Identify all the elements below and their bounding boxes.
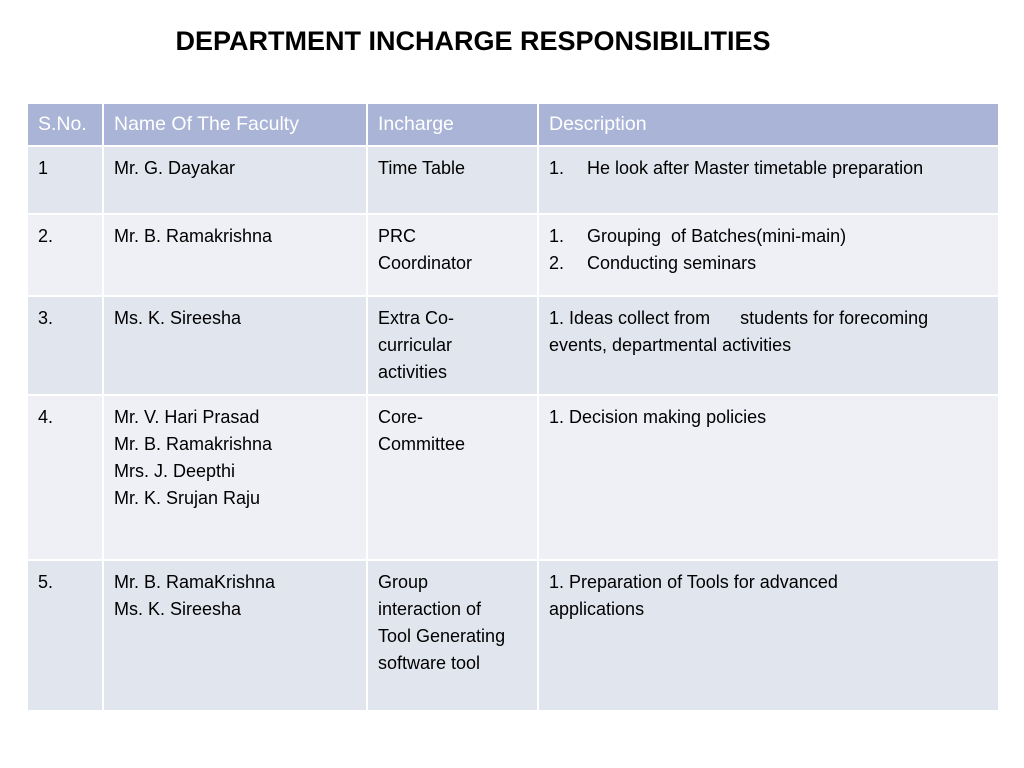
description-text: events, departmental activities (549, 335, 792, 355)
incharge-cell (367, 395, 538, 560)
description-text: applications (549, 599, 645, 619)
responsibilities-table (26, 102, 1000, 712)
table-row (27, 296, 999, 395)
faculty-name: Mr. B. Ramakrishna (114, 226, 273, 246)
description-item (549, 155, 988, 182)
incharge-text: Coordinator (378, 253, 473, 273)
description-text: Grouping of Batches(mini-main) (587, 226, 847, 246)
table-row (27, 560, 999, 711)
incharge-text: Core- (378, 407, 424, 427)
description-item (549, 223, 988, 250)
page-title: DEPARTMENT INCHARGE RESPONSIBILITIES (175, 26, 771, 56)
faculty-name: Mr. K. Srujan Raju (114, 488, 261, 508)
faculty-cell (103, 395, 367, 560)
sno-cell: 5. (27, 560, 103, 711)
description-cell (538, 146, 999, 214)
faculty-cell (103, 214, 367, 296)
sno-cell: 2. (27, 214, 103, 296)
incharge-text: Tool Generating (378, 626, 506, 646)
faculty-name: Mr. G. Dayakar (114, 158, 236, 178)
faculty-name: Ms. K. Sireesha (114, 599, 242, 619)
incharge-text: Committee (378, 434, 466, 454)
faculty-name: Mr. V. Hari Prasad (114, 407, 260, 427)
incharge-cell (367, 146, 538, 214)
sno-cell: 4. (27, 395, 103, 560)
description-cell (538, 214, 999, 296)
incharge-text: curricular (378, 335, 453, 355)
description-item (549, 250, 988, 277)
header-sno: S.No. (27, 103, 103, 146)
table-row (27, 146, 999, 214)
sno-cell: 1 (27, 146, 103, 214)
header-description: Description (538, 103, 999, 146)
incharge-cell (367, 214, 538, 296)
sno-cell: 3. (27, 296, 103, 395)
incharge-cell (367, 560, 538, 711)
faculty-name: Ms. K. Sireesha (114, 308, 242, 328)
description-text: 1. Decision making policies (549, 407, 767, 427)
incharge-text: PRC (378, 226, 417, 246)
description-cell (538, 560, 999, 711)
incharge-text: Group (378, 572, 429, 592)
incharge-cell (367, 296, 538, 395)
faculty-name: Mr. B. Ramakrishna (114, 434, 273, 454)
incharge-text: software tool (378, 653, 481, 673)
description-text: 1. Ideas collect from students for forecoming (549, 308, 929, 328)
faculty-cell (103, 146, 367, 214)
table-header-row (27, 103, 999, 146)
incharge-text: Extra Co- (378, 308, 455, 328)
table-row (27, 395, 999, 560)
description-cell (538, 395, 999, 560)
faculty-cell (103, 296, 367, 395)
description-cell (538, 296, 999, 395)
incharge-text: activities (378, 362, 448, 382)
description-text: Conducting seminars (587, 253, 757, 273)
description-text: He look after Master timetable preparation (587, 158, 924, 178)
incharge-text: interaction of (378, 599, 482, 619)
incharge-text: Time Table (378, 158, 466, 178)
list-number: 1. (549, 226, 565, 246)
description-text: 1. Preparation of Tools for advanced (549, 572, 838, 592)
list-number: 1. (549, 158, 565, 178)
header-incharge: Incharge (367, 103, 538, 146)
header-faculty-name: Name Of The Faculty (103, 103, 367, 146)
faculty-cell (103, 560, 367, 711)
list-number: 2. (549, 253, 565, 273)
table-row (27, 214, 999, 296)
faculty-name: Mrs. J. Deepthi (114, 461, 236, 481)
faculty-name: Mr. B. RamaKrishna (114, 572, 276, 592)
